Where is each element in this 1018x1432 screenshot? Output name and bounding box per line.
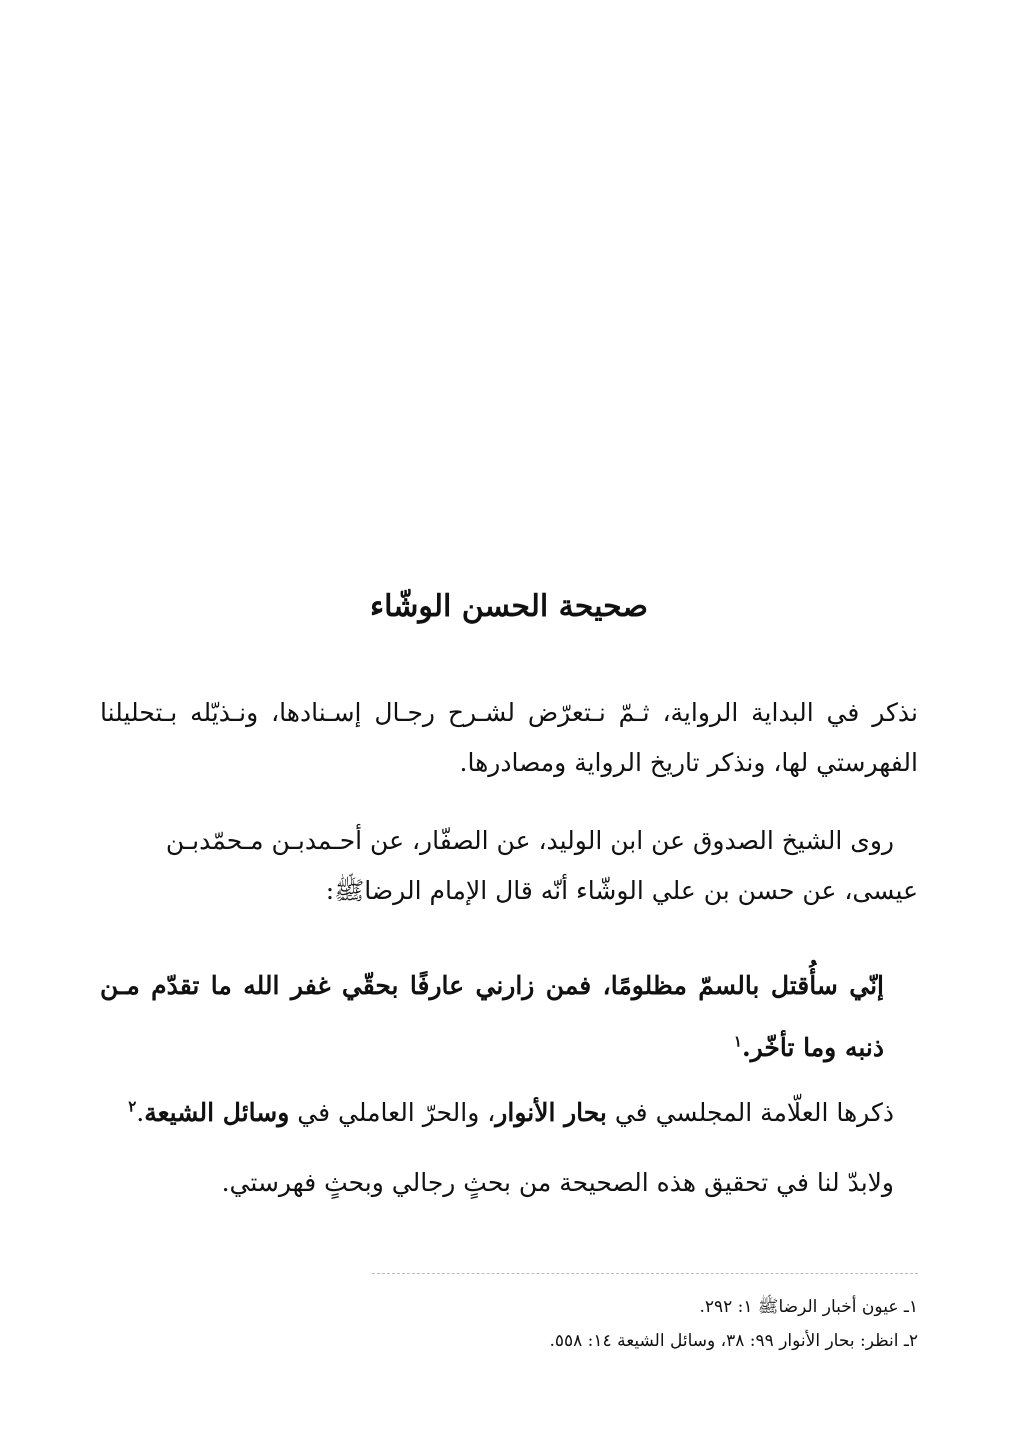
hadith-quote — [100, 955, 918, 1079]
hadith-quote-inner — [100, 955, 918, 1079]
intro-paragraph: نذكر في البداية الرواية، ثـمّ نـتعرّض لشـرح رجـال إسـنادها، ونـذيّله بـتحليلنا الفهرستي لها، ونذكر تاريخ الرواية ومصادرها. — [100, 698, 918, 777]
chain-paragraph — [100, 816, 918, 916]
source-wasail: وسائل الشيعة — [144, 1098, 290, 1127]
hadith-quote-text: إنّي سأُقتل بالسمّ مظلومًا، فمن زارني عارفًا بحقّي غفر الله ما تقدّم مـن ذنبه وما تأخّر. — [100, 971, 884, 1062]
sources-mid: ، والحرّ العاملي في — [289, 1098, 496, 1127]
section-title: صحيحة الحسن الوشّاء — [369, 589, 649, 624]
closing-paragraph: ولابدّ لنا في تحقيق هذه الصحيحة من بحثٍ رجالي وبحثٍ فهرستي. — [221, 1168, 894, 1197]
footnote-2: ٢ـ انظر: بحار الأنوار ٩٩: ٣٨، وسائل الشيعة ١٤: ٥٥٨. — [549, 1331, 918, 1351]
chain-line-1: روى الشيخ الصدوق عن ابن الوليد، عن الصفّار، عن أحـمدبـن مـحمّدبـن — [165, 826, 894, 855]
chain-line-2: عيسى، عن حسن بن علي الوشّاء أنّه قال الإمام الرضاﷺ: — [325, 876, 918, 905]
footnotes-list — [100, 1290, 918, 1358]
sources-prefix: ذكرها العلّامة المجلسي في — [606, 1098, 894, 1127]
footnote-divider — [372, 1273, 918, 1274]
sources-paragraph — [100, 1088, 894, 1138]
footnote-1: ١ـ عيون أخبار الرضاﷺ ١: ٢٩٢. — [699, 1297, 918, 1317]
footnote-ref-1[interactable]: ١ — [733, 1032, 742, 1051]
sources-end: . — [136, 1098, 145, 1127]
footnote-ref-2[interactable]: ٢ — [128, 1097, 137, 1116]
source-bihar: بحار الأنوار — [495, 1098, 607, 1127]
